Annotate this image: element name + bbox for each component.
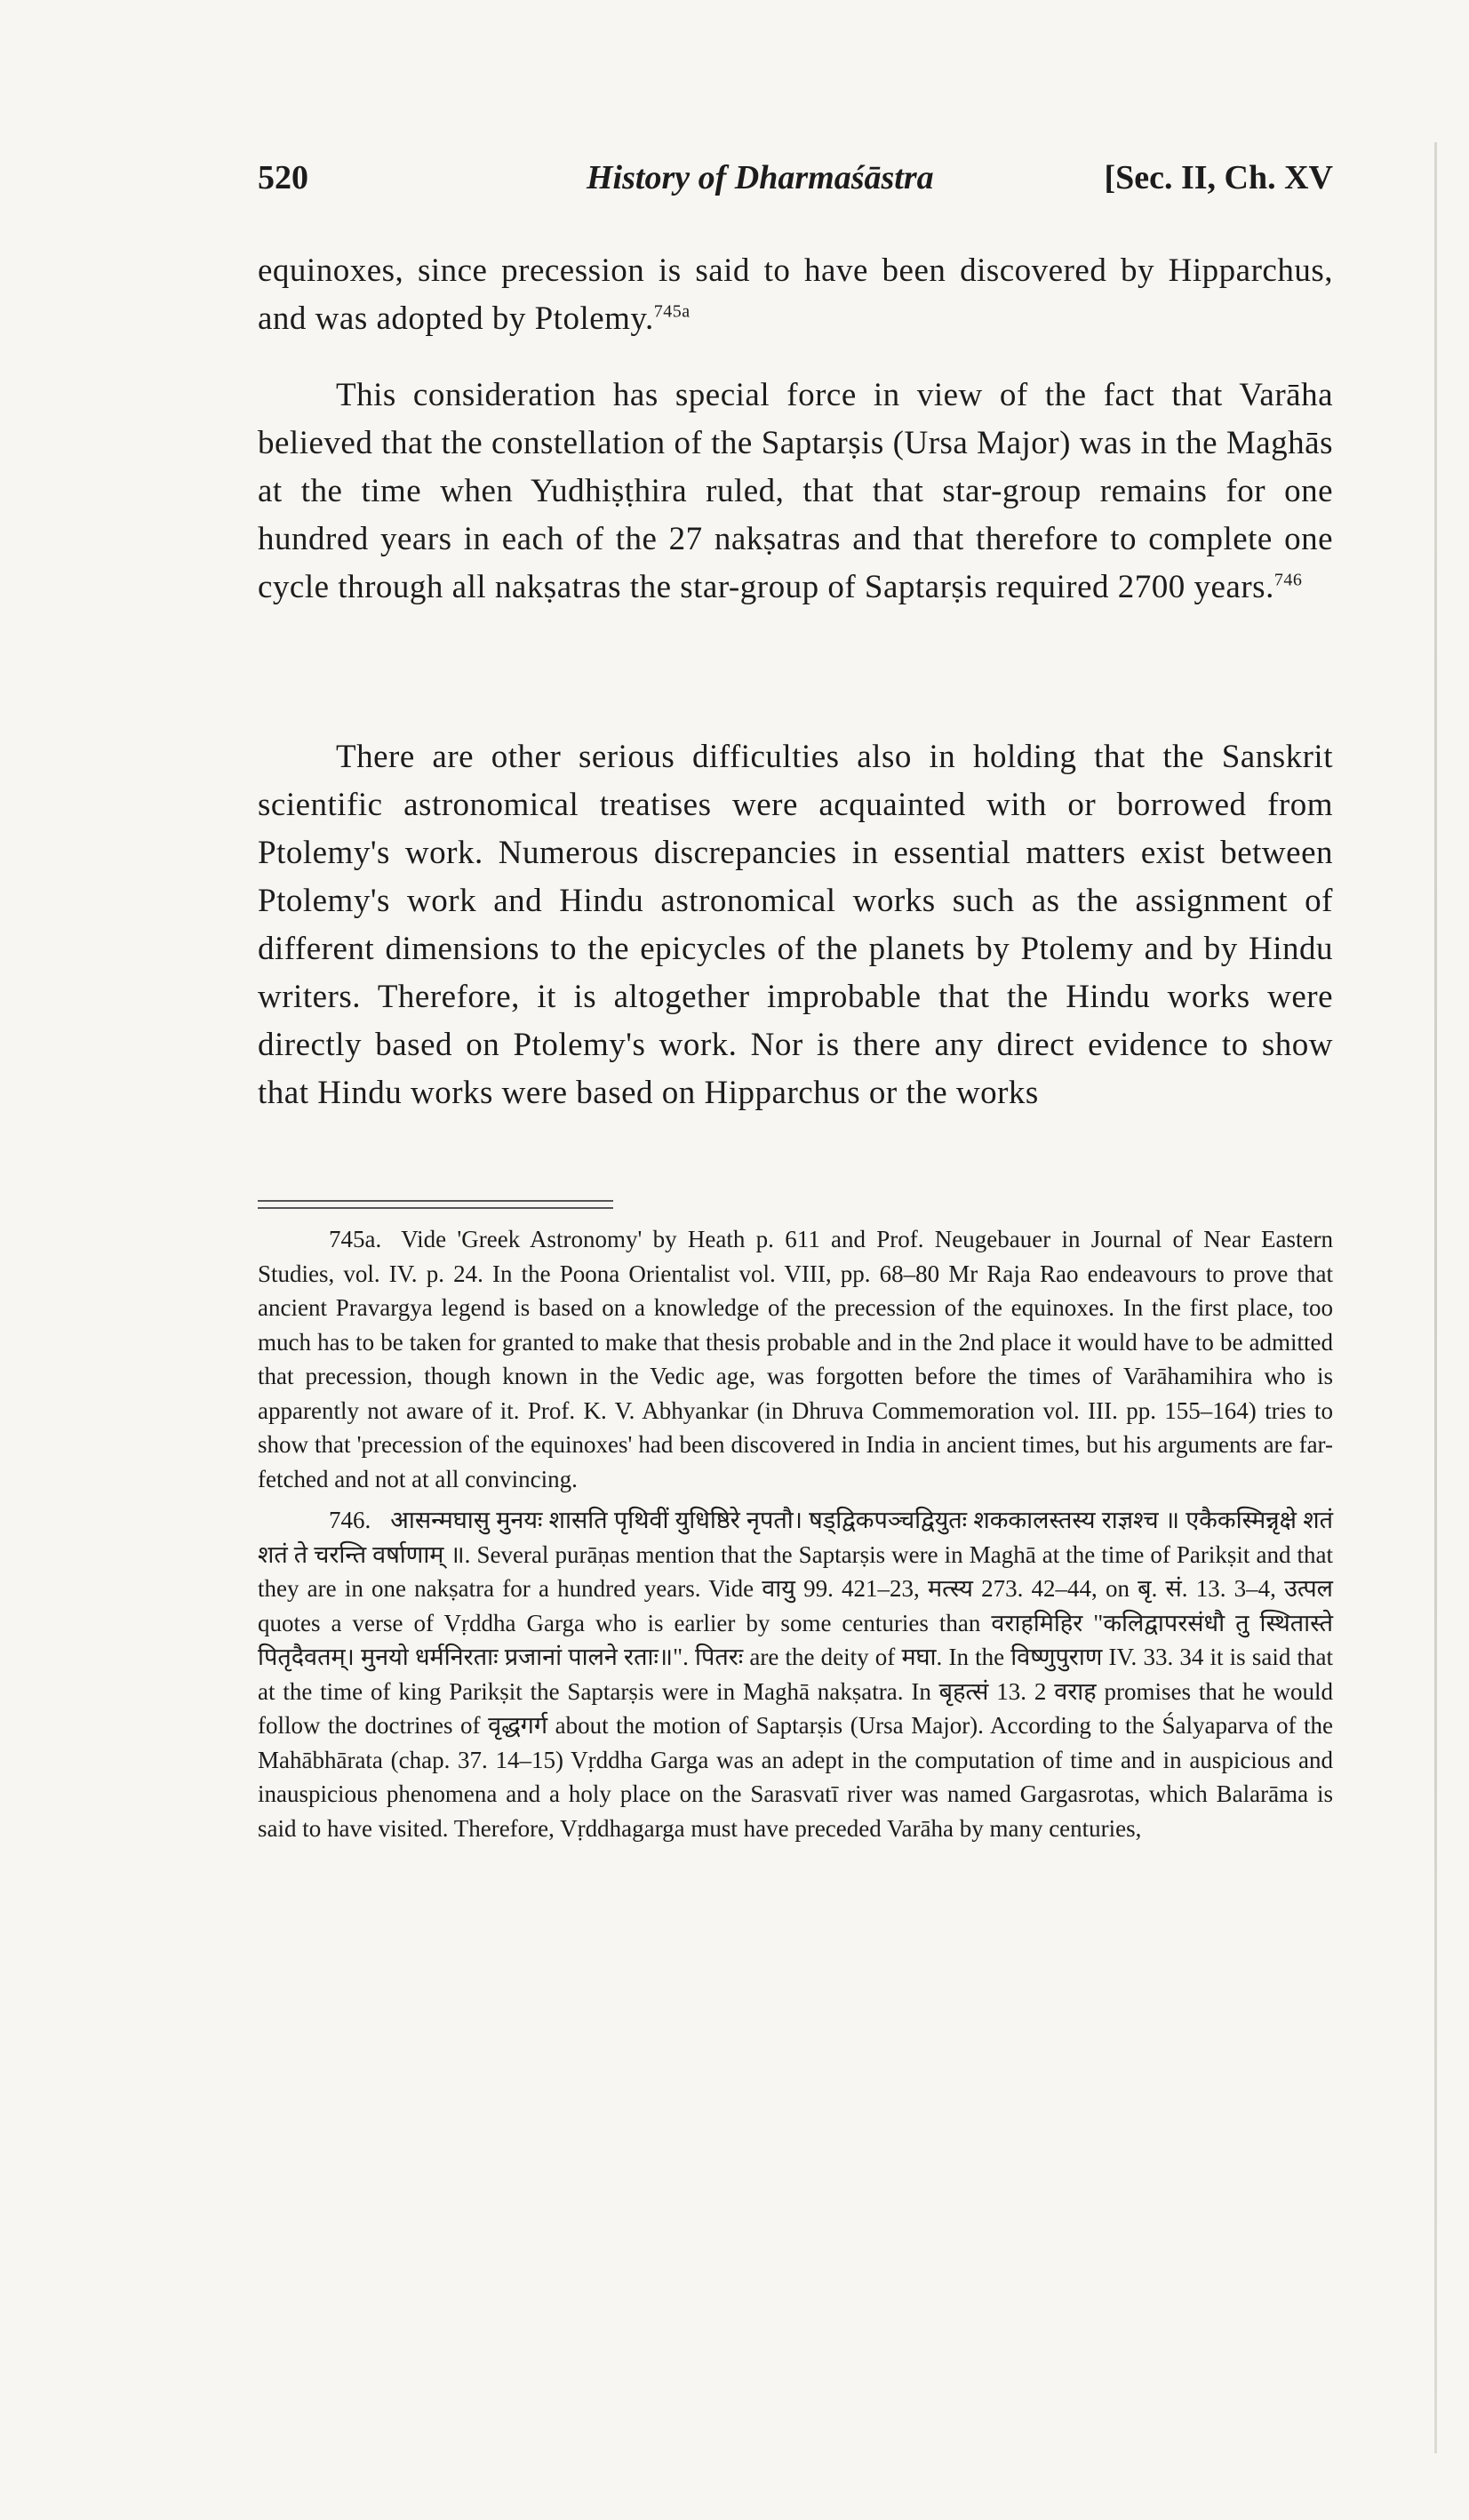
page-edge-shadow xyxy=(1434,142,1437,2453)
footnote-746-number: 746. xyxy=(329,1507,371,1533)
footnotes xyxy=(258,1222,1333,1845)
footnote-745a-number: 745a. xyxy=(329,1226,382,1252)
running-title: History of Dharmaśāstra xyxy=(587,159,934,196)
footnote-746-text: आसन्मघासु मुनयः शासति पृथिवीं युधिष्ठिरे नृपतौ। षड्द्विकपञ्चद्वियुतः शककालस्तस्य राज्ञश्च ॥ एकैकस्मिन्नृक्षे शतं शतं ते चरन्ति वर्षाणाम् ॥. Several purāṇas mention that the Saptarṣis were in Maghā at the time of Parikṣit and that they are in one nakṣatra for a hundred years. Vide वायु 99. 421–23, मत्स्य 273. 42–44, on बृ. सं. 13. 3–4, उत्पल quotes a verse of Vṛddha Garga who is earlier by some centuries than वराहमिहिर "कलिद्वापरसंधौ तु स्थितास्ते पितृदैवतम्। मुनयो धर्मनिरताः प्रजानां पालने रताः॥". पितरः are the deity of मघा. In the विष्णुपुराण IV. 33. 34 it is said that at the time of king Parikṣit the Saptarṣis were in Maghā nakṣatra. In बृहत्सं 13. 2 वराह promises that he would follow the doctrines of वृद्धगर्ग about the motion of Saptarṣis (Ursa Major). According to the Śalyaparva of the Mahābhārata (chap. 37. 14–15) Vṛddha Garga was an adept in the computation of time and in auspicious and inauspicious phenomena and a holy place on the Sarasvatī river was named Gargasrotas, which Balarāma is said to have visited. Therefore, Vṛddhagarga must have preceded Varāha by many centuries, xyxy=(258,1507,1333,1842)
footnote-ref-745a[interactable]: 745a xyxy=(653,301,691,322)
section-reference: [Sec. II, Ch. XV xyxy=(1104,159,1333,196)
footnote-745a xyxy=(258,1222,1333,1496)
paragraph-2-text: This consideration has special force in view of the fact that Varāha believed that the constellation of the Saptarṣis (Ursa Major) was in the Maghās at the time when Yudhiṣṭhira ruled, that that star-group remains for one hundred years in each of the 27 nakṣatras and that therefore to complete one cycle through all nakṣatras the star-group of Saptarṣis required 2700 years. xyxy=(258,377,1333,605)
footnote-ref-746[interactable]: 746 xyxy=(1273,570,1303,590)
paragraph-1 xyxy=(258,247,1333,343)
paragraph-2 xyxy=(258,372,1333,612)
paragraph-3-text: There are other serious difficulties also in holding that the Sanskrit scientific astronomical treatises were acquainted with or borrowed from Ptolemy's work. Numerous discrepancies in essential matters exist between Ptolemy's work and Hindu astronomical works such as the assignment of different dimensions to the epicycles of the planets by Ptolemy and by Hindu writers. Therefore, it is altogether improbable that the Hindu works were directly based on Ptolemy's work. Nor is there any direct evidence to show that Hindu works were based on Hipparchus or the works xyxy=(258,739,1333,1111)
footnote-separator xyxy=(258,1200,613,1209)
footnote-746 xyxy=(258,1503,1333,1845)
paragraph-1-text: equinoxes, since precession is said to have been discovered by Hipparchus, and was adopted by Ptolemy. xyxy=(258,252,1333,337)
paragraph-3 xyxy=(258,733,1333,1117)
footnote-745a-text: Vide 'Greek Astronomy' by Heath p. 611 and Prof. Neugebauer in Journal of Near Eastern Studies, vol. IV. p. 24. In the Poona Orientalist vol. VIII, pp. 68–80 Mr Raja Rao endeavours to prove that ancient Pravargya legend is based on a knowledge of the precession of the equinoxes. In the first place, too much has to be taken for granted to make that thesis probable and in the 2nd place it would have to be admitted that precession, though known in the Vedic age, was forgotten before the times of Varāhamihira who is apparently not aware of it. Prof. K. V. Abhyankar (in Dhruva Commemoration vol. III. pp. 155–164) tries to show that 'precession of the equinoxes' had been discovered in India in ancient times, but his arguments are far-fetched and not at all convincing. xyxy=(258,1226,1333,1492)
page-header xyxy=(258,158,1333,212)
page-number: 520 xyxy=(258,159,308,196)
